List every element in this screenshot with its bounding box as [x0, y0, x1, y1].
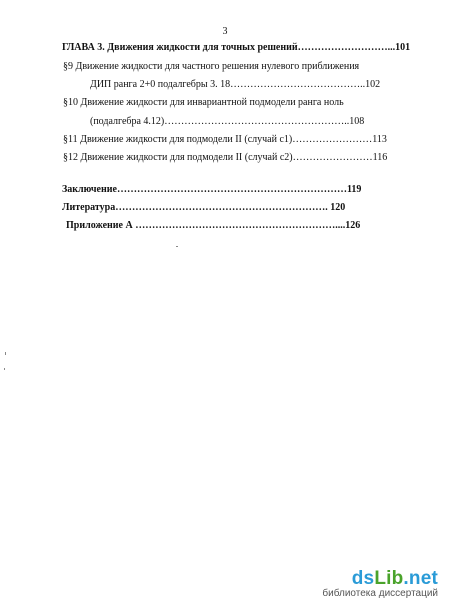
toc-section-11: §11 Движение жидкости для подмодели II (случай с1)……………………113: [63, 134, 387, 145]
scan-speck: [176, 246, 178, 247]
toc-section-9-line-2: ДИП ранга 2+0 подалгебры 3. 18…………………………………..102: [90, 79, 381, 90]
scan-speck: [4, 368, 5, 370]
logo-net: .net: [403, 568, 438, 589]
toc-section-10-line-1: §10 Движение жидкости для инвариантной подмодели ранга ноль: [63, 97, 344, 108]
scan-speck: [5, 352, 6, 355]
toc-section-9-line-1: §9 Движение жидкости для частного решения нулевого приближения: [63, 61, 360, 72]
toc-section-10-line-2: (подалгебра 4.12)………………………………………………..108: [90, 116, 365, 127]
dslib-watermark: [298, 568, 438, 599]
watermark-subtitle: библиотека диссертаций: [322, 588, 438, 599]
toc-chapter-3: ГЛАВА 3. Движения жидкости для точных решений………………………...101: [62, 42, 411, 53]
dslib-logo: [298, 568, 438, 590]
toc-section-12: §12 Движение жидкости для подмодели II (случай с2)……………………116: [63, 152, 388, 163]
logo-lib: Lib: [374, 568, 404, 589]
toc-conclusion: Заключение……………………………………………………………119: [62, 184, 362, 195]
toc-literature: Литература………………………………………………………. 120: [62, 202, 346, 213]
toc-appendix-a: Приложение А ……………………………………………………....126: [66, 220, 361, 231]
logo-ds: ds: [351, 568, 375, 589]
page-number: 3: [222, 26, 228, 37]
